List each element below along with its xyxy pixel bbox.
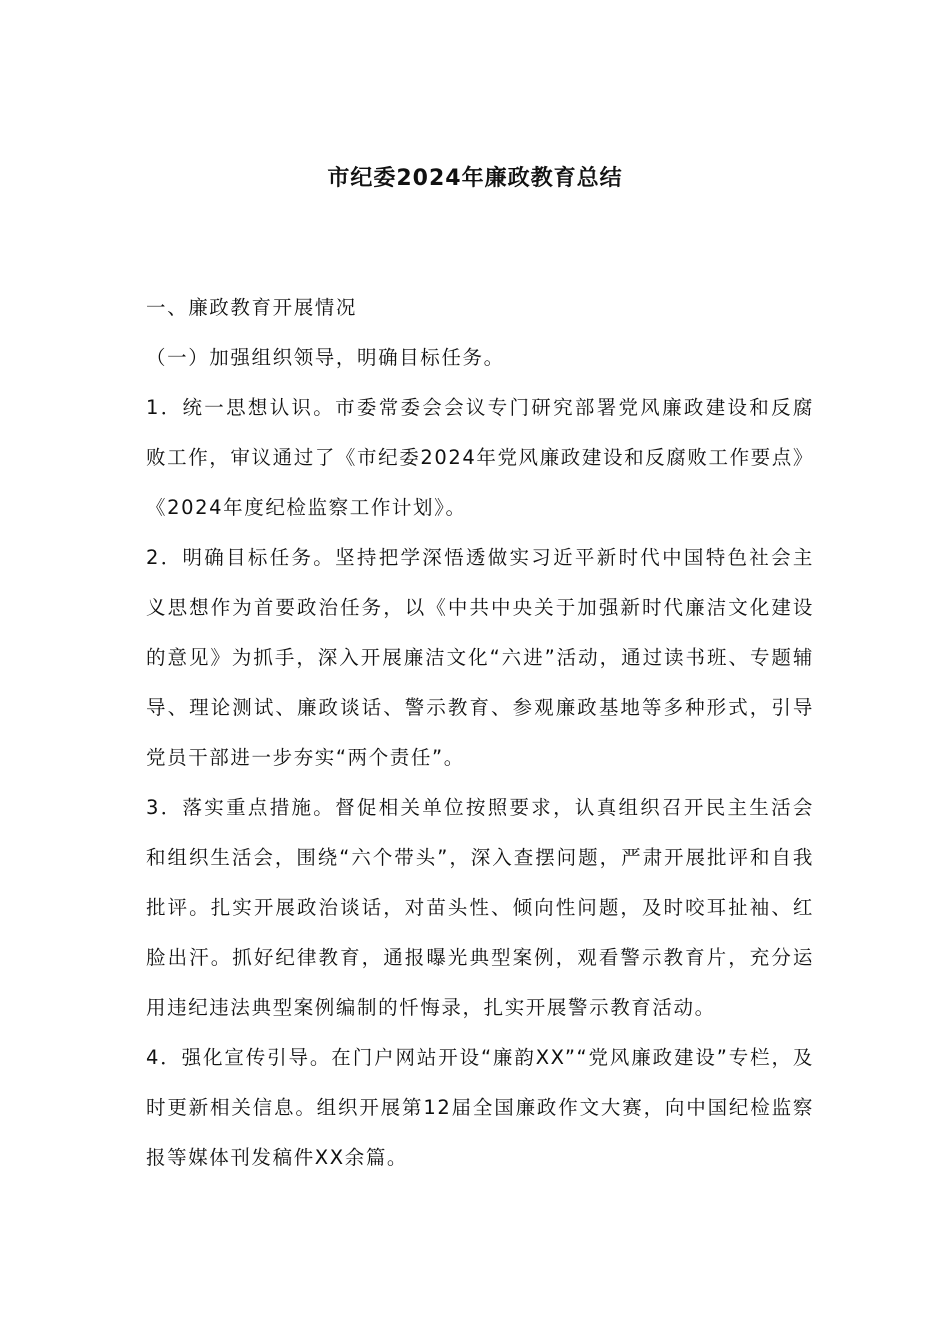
- paragraph-1: 1．统一思想认识。市委常委会会议专门研究部署党风廉政建设和反腐败工作，审议通过了《市纪委2024年党风廉政建设和反腐败工作要点》《2024年度纪检监察工作计划》。: [146, 396, 814, 519]
- paragraph-2: 2．明确目标任务。坚持把学深悟透做实习近平新时代中国特色社会主义思想作为首要政治任务，以《中共中央关于加强新时代廉洁文化建设的意见》为抓手，深入开展廉洁文化“六进”活动，通过读书班、专题辅导、理论测试、廉政谈话、警示教育、参观廉政基地等多种形式，引导党员干部进一步夯实“两个责任”。: [146, 546, 814, 769]
- document-title: 市纪委2024年廉政教育总结: [327, 166, 623, 191]
- section-heading: 一、廉政教育开展情况: [146, 296, 358, 319]
- paragraph-4: 4．强化宣传引导。在门户网站开设“廉韵XX”“党风廉政建设”专栏，及时更新相关信息。组织开展第12届全国廉政作文大赛，向中国纪检监察报等媒体刊发稿件XX余篇。: [146, 1046, 814, 1169]
- subsection-heading: （一）加强组织领导，明确目标任务。: [146, 346, 505, 369]
- document-body: [146, 283, 814, 1183]
- paragraph-3: 3．落实重点措施。督促相关单位按照要求，认真组织召开民主生活会和组织生活会，围绕“六个带头”，深入查摆问题，严肃开展批评和自我批评。扎实开展政治谈话，对苗头性、倾向性问题，及时咬耳扯袖、红脸出汗。抓好纪律教育，通报曝光典型案例，观看警示教育片，充分运用违纪违法典型案例编制的忏悔录，扎实开展警示教育活动。: [146, 796, 814, 1019]
